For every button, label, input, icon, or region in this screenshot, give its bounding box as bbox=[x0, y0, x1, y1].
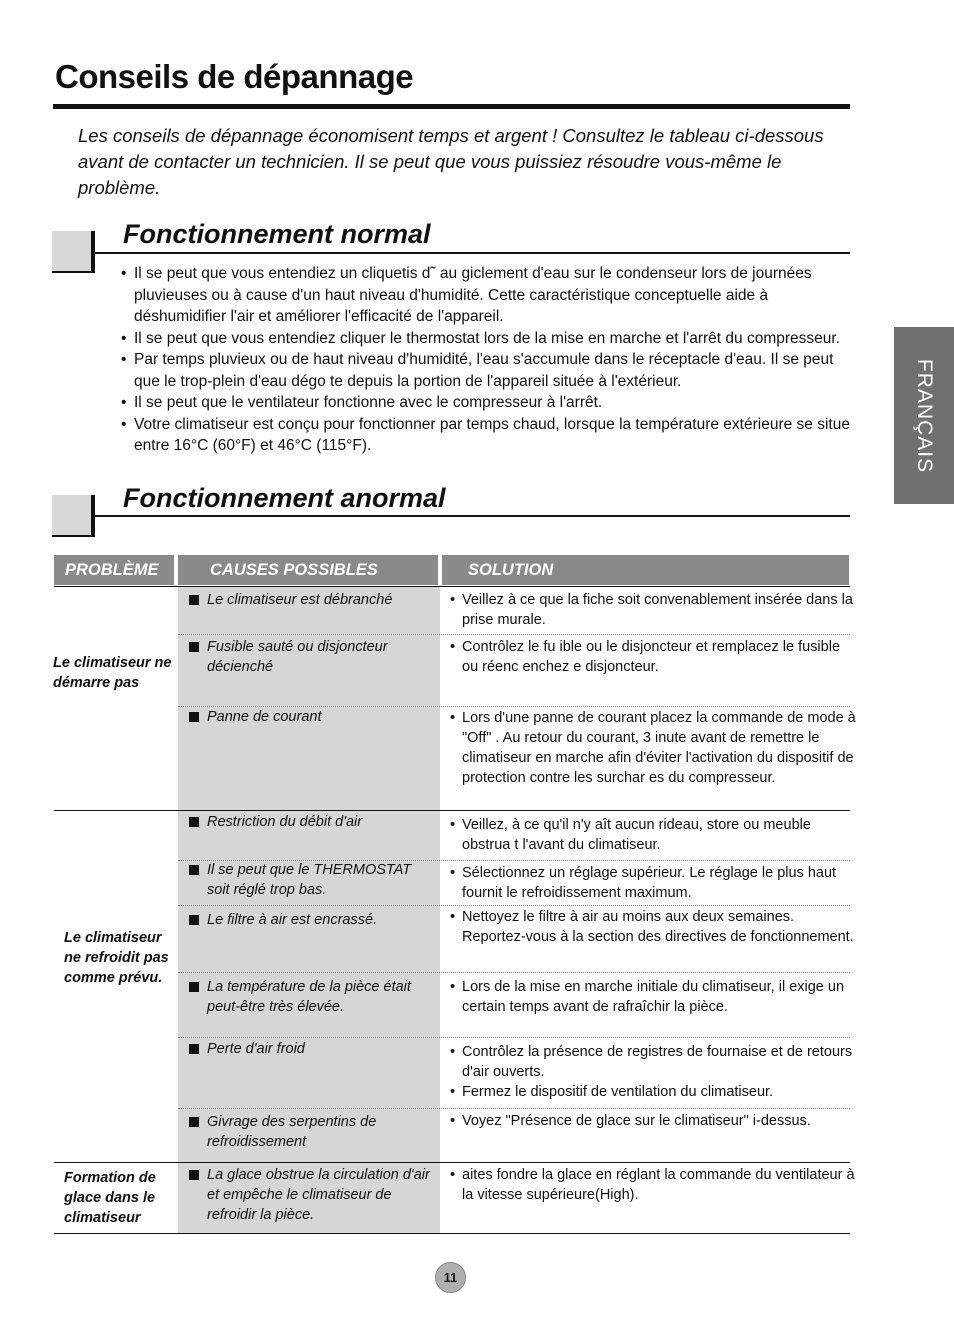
normal-bullet-list bbox=[121, 263, 861, 457]
problem-ice: Formation de glace dans le climatiseur bbox=[64, 1170, 156, 1226]
problem-no-start: Le climatiseur ne démarre pas bbox=[53, 655, 172, 691]
intro-text: Les conseils de dépannage économisent temps et argent ! Consultez le tableau ci-dessous avant de contacter un technicien. Il se peut que vous puissiez résoudre vous-même le problème. bbox=[78, 125, 824, 198]
normal-bullet: • Il se peut que vous entendiez un cliquetis d˜ au giclement d'eau sur le condenseur lors de journées pluvieuses ou à cause d'un haut niveau d'humidité. Cette caractéristique conceptuelle aide à déshumidifier l'air et améliorer l'efficacité de l'appareil. bbox=[121, 263, 861, 328]
square-bullet-icon bbox=[189, 915, 199, 925]
cause-item: Fusible sauté ou disjoncteur décienché bbox=[189, 637, 434, 677]
page-title: Conseils de dépannage bbox=[55, 58, 414, 95]
language-tab bbox=[894, 327, 954, 504]
page-number: 11 bbox=[435, 1262, 466, 1293]
cause-item: La température de la pièce était peut-être très élevée. bbox=[189, 977, 434, 1017]
header-causes: CAUSES POSSIBLES bbox=[178, 555, 438, 585]
normal-bullet: • Votre climatiseur est conçu pour fonctionner par temps chaud, lorsque la température extérieure se situe entre 16°C (60°F) et 46°C (115°F). bbox=[121, 414, 861, 457]
solution-item: • Lors de la mise en marche initiale du climatiseur, il exige un certain temps avant de rafraîchir la pièce. bbox=[450, 977, 860, 1017]
row-divider bbox=[178, 1037, 850, 1038]
problem-no-cooling: Le climatiseur ne refroidit pas comme prévu. bbox=[64, 930, 169, 986]
cause-item: Il se peut que le THERMOSTAT soit réglé trop bas. bbox=[189, 860, 434, 900]
normal-bullet: • Il se peut que vous entendiez cliquer le thermostat lors de la mise en marche et l'arrêt du compresseur. bbox=[121, 328, 861, 350]
square-bullet-icon bbox=[189, 642, 199, 652]
normal-bullet: • Il se peut que le ventilateur fonctionne avec le compresseur à l'arrêt. bbox=[121, 392, 861, 414]
solution-item: • Contrôlez le fu ible ou le disjoncteur et remplacez le fusible ou réenc enchez e disjoncteur. bbox=[450, 637, 860, 677]
row-divider bbox=[178, 634, 850, 635]
solution-item: • Lors d'une panne de courant placez la commande de mode à "Off" . Au retour du courant, 3 inute avant de remettre le climatiseur en marche afin d'éviter l'activation du dispositif de protection contre les surchar es du compresseur. bbox=[450, 708, 860, 788]
row-divider bbox=[178, 905, 850, 906]
square-bullet-icon bbox=[189, 712, 199, 722]
cause-item: Panne de courant bbox=[189, 707, 434, 727]
table-rule bbox=[54, 1233, 850, 1234]
solution-item: • Veillez, à ce qu'il n'y aît aucun rideau, store ou meuble obstrua t l'avant du climatiseur. bbox=[450, 815, 860, 855]
row-divider bbox=[178, 1108, 850, 1109]
cause-item: Le climatiseur est débranché bbox=[189, 590, 434, 610]
language-tab-label: FRANÇAIS bbox=[913, 358, 936, 473]
header-problem: PROBLÈME bbox=[54, 555, 174, 585]
section-normal-marker bbox=[52, 231, 95, 273]
table-rule bbox=[54, 810, 850, 811]
section-abnormal-rule bbox=[95, 515, 850, 517]
cause-item: La glace obstrue la circulation d'air et empêche le climatiseur de refroidir la pièce. bbox=[189, 1165, 434, 1225]
cause-item: Restriction du débit d'air bbox=[189, 812, 434, 832]
cause-item: Givrage des serpentins de refroidissement bbox=[189, 1112, 434, 1152]
section-abnormal-marker bbox=[52, 495, 95, 537]
solution-item: • Voyez "Présence de glace sur le climatiseur" i-dessus. bbox=[450, 1111, 860, 1131]
solution-item: • Veillez à ce que la fiche soit convenablement insérée dans la prise murale. bbox=[450, 590, 860, 630]
row-divider bbox=[178, 972, 850, 973]
cause-item: Le filtre à air est encrassé. bbox=[189, 910, 434, 930]
section-normal-title: Fonctionnement normal bbox=[123, 219, 431, 249]
solution-item: • Nettoyez le filtre à air au moins aux deux semaines. Reportez-vous à la section des directives de fonctionnement. bbox=[450, 907, 860, 947]
square-bullet-icon bbox=[189, 817, 199, 827]
square-bullet-icon bbox=[189, 1170, 199, 1180]
section-abnormal-title: Fonctionnement anormal bbox=[123, 483, 446, 513]
square-bullet-icon bbox=[189, 1117, 199, 1127]
solution-item: • aites fondre la glace en réglant la commande du ventilateur à la vitesse supérieure(High). bbox=[450, 1165, 860, 1205]
table-rule bbox=[54, 1162, 850, 1163]
square-bullet-icon bbox=[189, 595, 199, 605]
header-solution: SOLUTION bbox=[442, 555, 849, 585]
normal-bullet: • Par temps pluvieux ou de haut niveau d'humidité, l'eau s'accumule dans le réceptacle d'eau. Il se peut que le trop-plein d'eau dégo te depuis la portion de l'appareil située à l'extérieur. bbox=[121, 349, 861, 392]
square-bullet-icon bbox=[189, 1044, 199, 1054]
title-rule bbox=[53, 104, 850, 109]
table-rule bbox=[54, 586, 850, 587]
section-normal-rule bbox=[95, 252, 850, 254]
cause-item: Perte d'air froid bbox=[189, 1039, 434, 1059]
square-bullet-icon bbox=[189, 982, 199, 992]
square-bullet-icon bbox=[189, 865, 199, 875]
solution-item: • Sélectionnez un réglage supérieur. Le réglage le plus haut fournit le refroidissement maximum. bbox=[450, 863, 860, 903]
solution-item: • Contrôlez la présence de registres de fournaise et de retours d'air ouverts. • Fermez le dispositif de ventilation du climatiseur. bbox=[450, 1042, 860, 1102]
